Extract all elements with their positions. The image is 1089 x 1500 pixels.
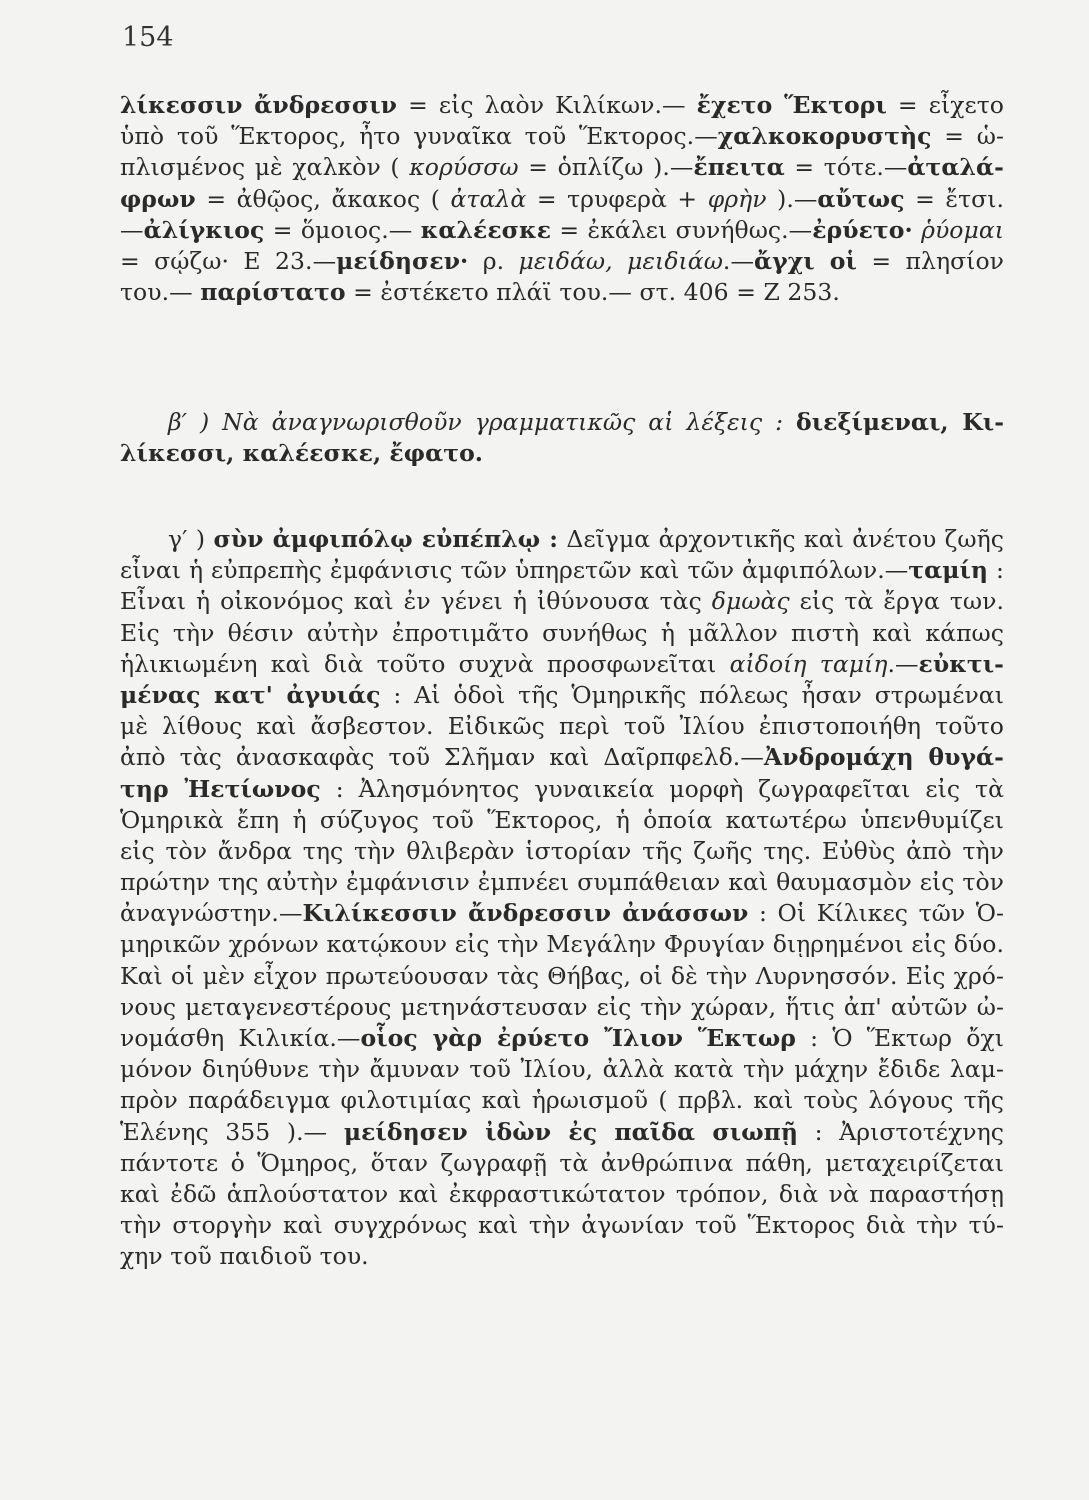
bold-term: χαλκοκορυστὴς bbox=[717, 122, 932, 151]
line-text: ρ. bbox=[468, 246, 519, 275]
italic-text: ῥύομαι bbox=[921, 215, 1004, 244]
italic-text: δμωὰς bbox=[711, 587, 790, 616]
bold-term: φρων bbox=[120, 184, 196, 213]
line-text: = ὅμοιος.— bbox=[264, 215, 421, 244]
text-line bbox=[120, 1054, 1004, 1085]
line-text: ἡλικιωμένη καὶ διὰ τοῦτο συχνὰ προσφωνεῖται bbox=[120, 649, 730, 678]
line-text: νους μεταγενεστέρους μετηνάστευσαν εἰς τὴν χώραν, ἥτις ἀπ' αὐτῶν ὠ- bbox=[120, 992, 1004, 1021]
line-text: καὶ ἐδῶ ἁπλούστατον καὶ ἐκφραστικώτατον τρόπον, διὰ νὰ παραστήσῃ bbox=[120, 1179, 1004, 1208]
line-text: : bbox=[988, 556, 1004, 585]
bold-term: διεξίμεναι, Κι- bbox=[796, 408, 1004, 436]
italic-text: ἀταλὰ bbox=[450, 184, 527, 213]
text-line bbox=[120, 586, 1004, 617]
line-text: : Ὁ Ἕκτωρ ὄχι bbox=[795, 1024, 1004, 1052]
line-text: Ὁμηρικὰ ἔπη ἡ σύζυγος τοῦ Ἕκτορος, ἡ ὁποία κατωτέρω ὑπενθυμίζει bbox=[120, 805, 1004, 834]
line-text: γ′ ) bbox=[168, 525, 214, 553]
bold-term: Ἀνδρομάχη θυγά- bbox=[763, 743, 1004, 772]
line-text: ὑπὸ τοῦ Ἕκτορος, ἦτο γυναῖκα τοῦ Ἕκτορος.— bbox=[120, 122, 718, 151]
text-line bbox=[120, 277, 1004, 308]
line-text: εἰς τὰ ἔργα των. bbox=[789, 587, 1004, 616]
line-text: Δεῖγμα ἀρχοντικῆς καὶ ἀνέτου ζωῆς bbox=[558, 525, 1004, 553]
bold-term: παρίστατο bbox=[200, 278, 346, 307]
text-line bbox=[120, 1117, 1004, 1148]
line-text: = εἰς λαὸν Κιλίκων.— bbox=[397, 91, 697, 119]
line-text: = ἔτσι. bbox=[904, 184, 1004, 213]
text-line bbox=[120, 961, 1004, 992]
text-line bbox=[120, 929, 1004, 960]
line-text: = σῴζω· Ε 23.— bbox=[120, 246, 337, 275]
italic-text: κορύσσω bbox=[409, 153, 519, 182]
text-line bbox=[120, 1210, 1004, 1241]
line-text: = εἶχετο bbox=[886, 91, 1004, 119]
text-line bbox=[120, 774, 1004, 805]
line-text: = ἐστέκετο πλάϊ του.— στ. 406 = Ζ 253. bbox=[345, 278, 840, 307]
line-text: .— bbox=[887, 649, 919, 678]
italic-text: αἰδοίη ταμίη bbox=[729, 649, 888, 678]
line-text: τὴν στοργὴν καὶ συγχρόνως καὶ τὴν ἀγωνίαν τοῦ Ἕκτορος διὰ τὴν τύ- bbox=[120, 1211, 1004, 1240]
line-text: = τρυφερὰ + bbox=[526, 184, 708, 213]
text-line bbox=[120, 121, 1004, 152]
line-text: ἀπὸ τὰς ἀνασκαφὰς τοῦ Σλῆμαν καὶ Δαῖρπφελδ.— bbox=[120, 743, 764, 772]
line-text: εἰς τὸν ἄνδρα της τὴν θλιβερὰν ἱστορίαν τῆς ζωῆς της. Εὐθὺς ἀπὸ τὴν bbox=[120, 836, 1004, 865]
bold-term: ταμίη bbox=[908, 556, 989, 585]
line-text: πρώτην της αὐτὴν ἐμφάνισιν ἐμπνέει συμπάθειαν καὶ θαυμασμὸν εἰς τὸν bbox=[120, 868, 1004, 897]
text-line bbox=[120, 867, 1004, 898]
line-text: πλισμένος μὲ χαλκὸν ( bbox=[120, 153, 410, 182]
grammar-exercise bbox=[120, 407, 1004, 469]
bold-term: οἷος γὰρ ἐρύετο Ἴλιον Ἕκτωρ bbox=[360, 1024, 796, 1052]
line-text: μὲ λίθους καὶ ἄσβεστον. Εἰδικῶς περὶ τοῦ Ἰλίου ἐπιστοποιήθη τοῦτο bbox=[120, 712, 1004, 741]
line-text: = ὁπλίζω ).— bbox=[518, 153, 694, 182]
line-text: πρὸν παράδειγμα φιλοτιμίας καὶ ἡρωισμοῦ ( πρβλ. καὶ τοὺς λόγους τῆς bbox=[120, 1086, 1004, 1115]
line-text bbox=[913, 216, 921, 244]
bold-term: μένας κατ' ἀγυιάς bbox=[120, 680, 381, 709]
text-line bbox=[120, 215, 1004, 246]
text-line bbox=[120, 438, 1004, 469]
text-line bbox=[120, 711, 1004, 742]
text-line bbox=[120, 649, 1004, 680]
line-text: Καὶ οἱ μὲν εἶχον πρωτεύουσαν τὰς Θήβας, οἱ δὲ τὴν Λυρνησσόν. Εἰς χρό- bbox=[120, 961, 1004, 990]
text-line bbox=[120, 1179, 1004, 1210]
text-line bbox=[120, 1023, 1004, 1054]
text-line bbox=[120, 898, 1004, 929]
text-line bbox=[120, 618, 1004, 649]
text-line bbox=[120, 805, 1004, 836]
line-text: : Οἱ Κίλικες τῶν Ὁ- bbox=[748, 899, 1004, 928]
bold-term: σὺν ἀμφιπόλῳ εὐπέπλῳ : bbox=[213, 525, 558, 553]
line-text: ἀναγνώστην.— bbox=[120, 899, 303, 928]
text-line bbox=[120, 1148, 1004, 1179]
page-number: 154 bbox=[122, 22, 174, 53]
text-line bbox=[120, 90, 1004, 121]
text-line bbox=[120, 524, 1004, 555]
line-text: = τότε.— bbox=[784, 153, 908, 182]
bold-term: αὔτως bbox=[817, 184, 905, 213]
bold-term: Κιλίκεσσιν ἄνδρεσσιν ἀνάσσων bbox=[302, 899, 749, 928]
bold-term: μείδησεν· bbox=[336, 246, 469, 275]
line-text: νομάσθη Κιλικία.— bbox=[120, 1024, 361, 1052]
bold-term: ἔχετο Ἕκτορι bbox=[696, 91, 887, 119]
bold-term: καλέεσκε bbox=[420, 215, 552, 244]
line-text: = πλησίον bbox=[856, 246, 1004, 275]
line-text: : Αἱ ὁδοὶ τῆς Ὁμηρικῆς πόλεως ἦσαν στρωμέναι bbox=[380, 680, 1004, 709]
bold-term: λίκεσσιν ἄνδρεσσιν bbox=[120, 91, 398, 119]
text-line bbox=[120, 1241, 1004, 1272]
text-line bbox=[120, 836, 1004, 867]
bold-term: ἔπειτα bbox=[693, 153, 785, 182]
italic-text: β′ ) Νὰ ἀναγνωρισθοῦν γραμματικῶς αἱ λέξεις : bbox=[168, 408, 797, 436]
text-line bbox=[120, 555, 1004, 586]
text-line bbox=[120, 246, 1004, 277]
line-text: Εἰς τὴν θέσιν αὐτὴν ἐπροτιμᾶτο συνήθως ἡ μᾶλλον πιστὴ καὶ κάπως bbox=[120, 618, 1004, 647]
italic-text: μειδάω, μειδιάω bbox=[518, 246, 723, 275]
line-text: χην τοῦ παιδιοῦ του. bbox=[120, 1242, 369, 1271]
line-text: μόνον διηύθυνε τὴν ἄμυναν τοῦ Ἰλίου, ἀλλὰ κατὰ τὴν μάχην ἔδιδε λαμ- bbox=[120, 1055, 1004, 1084]
line-text: = ὡ- bbox=[931, 122, 1005, 151]
text-line bbox=[120, 742, 1004, 773]
text-line bbox=[120, 407, 1004, 438]
line-text: πάντοτε ὁ Ὅμηρος, ὅταν ζωγραφῇ τὰ ἀνθρώπινα πάθη, μεταχειρίζεται bbox=[120, 1148, 1004, 1177]
line-text: εἶναι ἡ εὐπρεπὴς ἐμφάνισις τῶν ὑπηρετῶν καὶ τῶν ἀμφιπόλων.— bbox=[120, 556, 909, 585]
line-text: Εἶναι ἡ οἰκονόμος καὶ ἐν γένει ἡ ἰθύνουσα τὰς bbox=[120, 587, 712, 616]
line-text: = ἐκάλει συνήθως.— bbox=[551, 215, 813, 244]
line-text: του.— bbox=[120, 278, 201, 307]
vocabulary-glossary bbox=[120, 90, 1004, 308]
line-text: μηρικῶν χρόνων κατῴκουν εἰς τὴν Μεγάλην Φρυγίαν διῃρημένοι εἰς δύο. bbox=[120, 930, 1004, 959]
text-line bbox=[120, 1085, 1004, 1116]
line-text: Ἑλένης 355 ).— bbox=[120, 1117, 344, 1146]
line-text: : Ἀριστοτέχνης bbox=[798, 1117, 1004, 1146]
bold-term: λίκεσσι, καλέεσκε, ἔφατο. bbox=[120, 439, 484, 468]
bold-term: ἀλίγκιος bbox=[143, 215, 265, 244]
bold-term: εὐκτι- bbox=[918, 649, 1004, 678]
text-line bbox=[120, 152, 1004, 183]
bold-term: ἐρύετο· bbox=[812, 215, 913, 244]
line-text: — bbox=[120, 215, 144, 244]
line-text: = ἀθῷος, ἄκακος ( bbox=[195, 184, 451, 213]
bold-term: ἀταλά- bbox=[907, 153, 1004, 182]
line-text: ).— bbox=[766, 184, 818, 213]
line-text: .— bbox=[722, 246, 754, 275]
bold-term: ἄγχι οἱ bbox=[754, 246, 857, 275]
line-text: : Ἀλησμόνητος γυναικεία μορφὴ ζωγραφεῖται εἰς τὰ bbox=[320, 774, 1004, 803]
text-line bbox=[120, 184, 1004, 215]
commentary-section bbox=[120, 524, 1004, 1273]
italic-text: φρὴν bbox=[707, 184, 767, 213]
text-line bbox=[120, 680, 1004, 711]
bold-term: τηρ Ἠετίωνος bbox=[120, 774, 321, 803]
text-line bbox=[120, 992, 1004, 1023]
bold-term: μείδησεν ἰδὼν ἐς παῖδα σιωπῇ bbox=[343, 1117, 799, 1146]
